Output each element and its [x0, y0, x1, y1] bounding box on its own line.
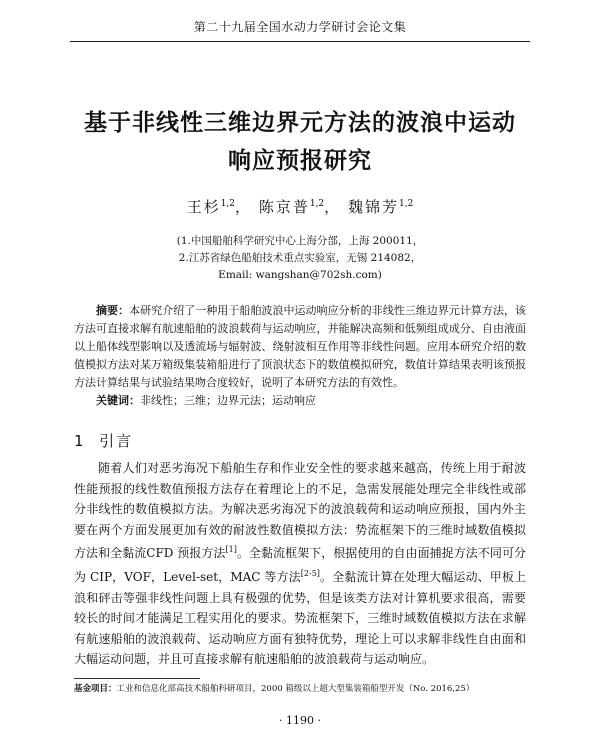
- abstract-label: 摘要：: [96, 304, 130, 317]
- author-affil-sup: 1,2: [220, 199, 236, 209]
- page-number: · 1190 ·: [279, 714, 321, 727]
- citation-ref: [2-5]: [300, 568, 320, 578]
- section-heading: [74, 430, 133, 451]
- keywords-text: 非线性；三维；边界元法；运动响应: [140, 394, 316, 407]
- body-text-2: 。全黏流框架下，根据使用的自由面捕捉方法不同可分为 CIP，VOF，Level-set，MAC 等方法: [74, 546, 526, 584]
- running-header: 第二十九届全国水动力学研讨会论文集: [70, 18, 530, 42]
- keywords-label: 关键词：: [96, 394, 140, 407]
- abstract-text: 本研究介绍了一种用于船舶波浪中运动响应分析的非线性三维边界元计算方法，该方法可直接求解有航速船舶的波浪载荷与运动响应，并能解决高频和低频组成成分、自由液面以上船体线型影响以及透流场与辐射波、绕射波相互作用等非线性问题。应用本研究介绍的数值模拟方法对某万箱级集装箱船进行了顶浪状态下的数值模拟研究，数值计算结果表明该预报方法计算结果与试验结果吻合度较好，说明了本研究方法的有效性。: [74, 304, 527, 389]
- footnote-divider: [74, 678, 200, 679]
- title-line-2: 响应预报研究: [228, 148, 372, 174]
- footnote-label: 基金项目：: [74, 684, 117, 694]
- author-email: Email: wangshan@702sh.com): [218, 269, 382, 281]
- affiliation-2: 2.江苏省绿色船舶技术重点实验室，无锡 214082，: [178, 252, 422, 264]
- author-name: 王杉: [186, 198, 221, 216]
- citation-ref: [1]: [225, 545, 237, 555]
- paper-title: [40, 104, 560, 180]
- body-text-3: 。全黏流计算在处理大幅运动、甲板上浪和砰击等强非线性问题上具有极强的优势，但是该类方法对计算机要求很高，需要较长的时间才能满足工程实用化的要求。势流框架下，三维时域数值模拟方法在求解有航速船舶的波浪载荷、运动响应方面有独特优势，理论上可以求解非线性自由面和大幅运动问题，并且可直接求解有航速船舶的波浪载荷与运动响应。: [74, 569, 526, 667]
- author-list: [0, 196, 600, 217]
- author-affil-sup: 1,2: [309, 199, 325, 209]
- author-name: 陈京普: [258, 198, 310, 216]
- author-name: 魏锦芳: [347, 198, 399, 216]
- footnote-text: 工业和信息化部高技术船舶科研项目，2000 箱级以上超大型集装箱船型开发（No. 2016,25）: [116, 684, 475, 694]
- author-separator: ，: [235, 198, 253, 216]
- body-text-1: 随着人们对恶劣海况下船舶生存和作业安全性的要求越来越高，传统上用于耐波性能预报的线性数值预报方法存在着理论上的不足，急需发展能处理完全非线性或部分非线性的数值模拟方法。为解决恶劣海况下的波浪载荷和运动响应预报，国内外主要在两个方面发展更加有效的耐波性数值模拟方法：势流框架下的三维时域数值模拟方法和全黏流CFD 预报方法: [74, 461, 526, 561]
- author-separator: ，: [324, 198, 342, 216]
- author-affil-sup: 1,2: [398, 199, 414, 209]
- affiliations: [0, 233, 600, 284]
- body-paragraph: [74, 458, 526, 670]
- section-number: 1: [74, 432, 86, 450]
- funding-footnote: [74, 683, 560, 695]
- keywords: [96, 392, 526, 410]
- section-title: 引言: [99, 432, 134, 450]
- affiliation-1: (1.中国船舶科学研究中心上海分部，上海 200011，: [176, 235, 424, 247]
- abstract: [74, 302, 526, 392]
- title-line-1: 基于非线性三维边界元方法的波浪中运动: [84, 110, 516, 136]
